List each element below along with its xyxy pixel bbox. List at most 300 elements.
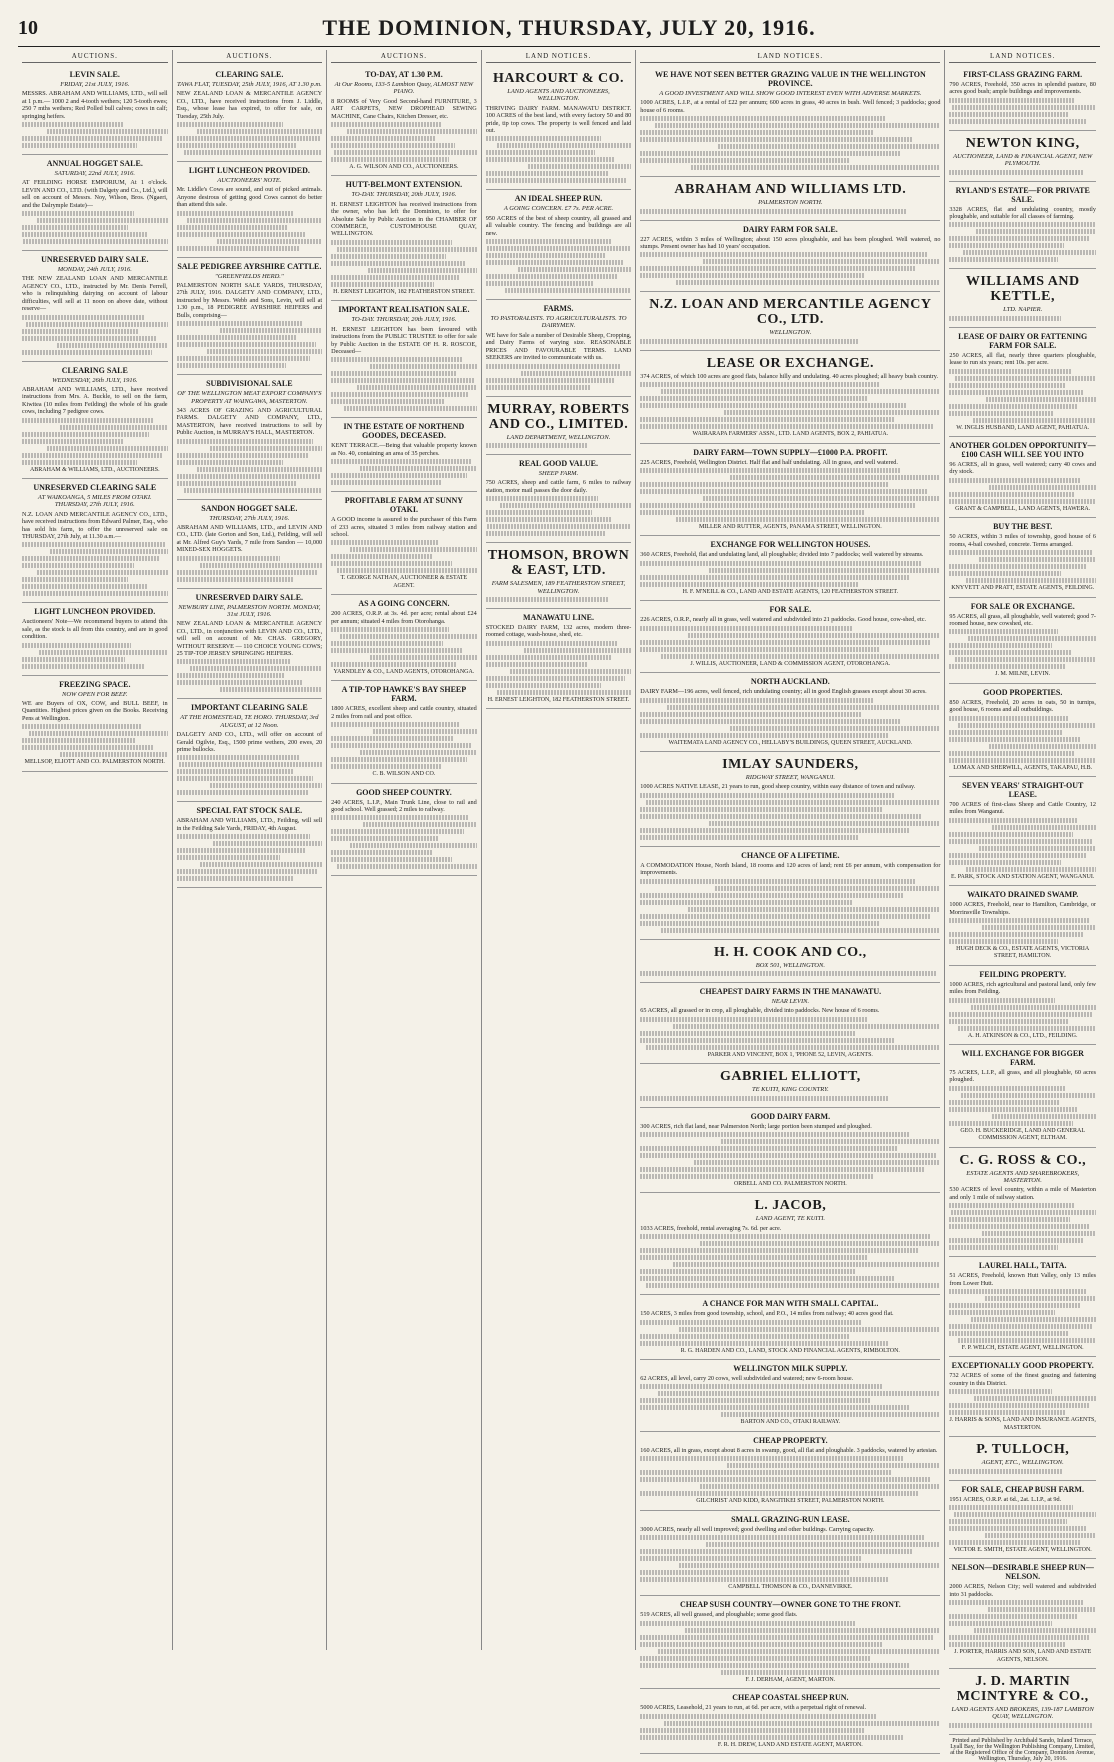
text-filler [640, 1577, 889, 1582]
advertisement [22, 479, 168, 603]
text-filler [344, 406, 476, 411]
text-filler [718, 144, 940, 149]
ad-agent: CAMPBELL THOMSON & CO., DANNEVIRKE. [728, 1584, 853, 1591]
ad-heading: LEVIN SALE. [69, 70, 120, 79]
text-filler [177, 556, 280, 561]
text-filler [22, 350, 152, 355]
ad-subheading: RIDGWAY STREET, WANGANUI. [745, 773, 835, 781]
text-filler [22, 122, 124, 127]
text-filler [664, 1721, 940, 1726]
agent-name: LEASE OR EXCHANGE. [706, 355, 874, 371]
text-filler [949, 383, 1065, 388]
text-filler [640, 698, 874, 703]
text-filler [177, 848, 305, 853]
text-filler [500, 503, 631, 508]
text-filler [350, 547, 477, 552]
ad-heading: UNRESERVED DAIRY SALE. [41, 255, 149, 265]
advertisement [486, 455, 632, 543]
text-filler [640, 1456, 904, 1461]
text-filler [22, 453, 162, 458]
ad-body: 250 ACRES, all flat, nearly three quarters ploughable, lease to run six years; rent 10s. per acre. [949, 351, 1096, 367]
text-filler [213, 841, 322, 846]
ad-body: 1033 ACRES, freehold, rental averaging 7s. 6d. per acre. [640, 1224, 782, 1232]
text-filler [640, 814, 922, 819]
text-filler [640, 1470, 892, 1475]
agent-name: NEWTON KING, [965, 135, 1080, 151]
text-filler [177, 855, 280, 860]
ad-heading: CHANCE OF A LIFETIME. [741, 850, 840, 860]
advertisement [949, 966, 1096, 1045]
text-filler [23, 591, 167, 596]
text-filler [949, 478, 1081, 483]
text-filler [331, 261, 465, 266]
text-filler [177, 453, 308, 458]
advertisement [949, 131, 1096, 182]
text-filler [688, 633, 940, 638]
text-filler [200, 862, 322, 867]
ad-heading: LEASE OF DAIRY OR FATTENING FARM FOR SALE. [958, 331, 1088, 350]
ad-body: DAIRY FARM—196 acres, well fenced, rich undulating country; all in good English grasses except about 30 acres. [640, 688, 927, 696]
ad-agent: F. J. DERHAM, AGENT, MARTON. [745, 1676, 836, 1683]
ad-body: 50 ACRES, within 3 miles of township, good house of 6 rooms, 4-bail cowshed, concrete. Terms arranged. [949, 533, 1096, 548]
advertisement [640, 177, 940, 220]
advertisement [640, 1511, 940, 1597]
ad-agent: ABRAHAM & WILLIAMS, LTD., AUCTIONEERS. [29, 466, 160, 473]
text-filler [177, 342, 317, 347]
text-filler [703, 496, 940, 501]
text-filler [640, 130, 874, 135]
text-filler [177, 122, 283, 127]
text-filler [22, 542, 165, 547]
text-filler [47, 446, 168, 451]
text-filler [949, 939, 1057, 944]
advertisement [177, 162, 323, 258]
text-filler [497, 690, 631, 695]
text-filler [518, 267, 632, 272]
ad-subheading: SHEEP FARM. [538, 469, 579, 477]
text-filler [486, 281, 594, 286]
ad-body: 51 ACRES, Freehold, known Hutt Valley, only 13 miles from Lower Hutt. [949, 1272, 1096, 1287]
text-filler [22, 329, 138, 334]
ad-agent: BARTON AND CO., OTAKI RAILWAY. [740, 1419, 841, 1426]
text-filler [949, 499, 1094, 504]
ad-agent: J. PORTER, HARRIS AND SON, LAND AND ESTATE AGENTS, NELSON. [954, 1649, 1092, 1663]
text-filler [331, 240, 452, 245]
advertisement [22, 603, 168, 675]
ad-body: MESSRS. ABRAHAM AND WILLIAMS, LTD., will sell at 1 p.m.— 1000 2 and 4-tooth wethers; 120 5-tooth ewes; 250 7 mths wethers; Red Polled bull calves; cows in calf; springing heifers. [22, 90, 168, 120]
text-filler [973, 418, 1096, 423]
text-filler [949, 650, 1071, 655]
advertisement [22, 676, 168, 772]
text-filler [217, 239, 322, 244]
text-filler [640, 489, 928, 494]
ad-subheading: TE KUITI, KING COUNTRY. [751, 1086, 829, 1094]
text-filler [949, 243, 1063, 248]
ad-body: ABRAHAM AND WILLIAMS, LTD., have received instructions from Mrs. A. Buckle, to sell on the farm, Kiwitea (10 miles from Feilding) the whole of his grade cows, including 7 pedigree cows. [22, 385, 168, 416]
ad-body: 62 ACRES, all level, carry 20 cows, well subdivided and watered; new 6-room house. [640, 1375, 854, 1382]
advertisement [949, 1148, 1096, 1258]
advertisement [949, 1257, 1096, 1357]
text-filler [640, 1535, 925, 1540]
text-filler [22, 643, 131, 648]
text-filler [177, 335, 298, 340]
text-filler [949, 1621, 1052, 1626]
text-filler [486, 496, 598, 501]
text-filler [640, 1642, 883, 1647]
ad-agent: A. G. WILSON AND CO., AUCTIONEERS. [349, 164, 459, 171]
text-filler [949, 98, 1074, 103]
text-filler [640, 1276, 895, 1281]
text-filler [22, 657, 125, 662]
advertisement [640, 1432, 940, 1511]
text-filler [22, 584, 147, 589]
advertisement [22, 155, 168, 251]
text-filler [350, 843, 477, 848]
advertisement [640, 1295, 940, 1360]
text-filler [949, 1012, 1093, 1017]
text-filler [673, 1262, 940, 1267]
ad-heading: ANNUAL HOGGET SALE. [46, 159, 143, 169]
text-filler [700, 1241, 940, 1246]
text-filler [331, 662, 456, 667]
text-filler [486, 253, 605, 258]
advertisement [640, 292, 940, 350]
advertisement [331, 784, 477, 877]
text-filler [640, 893, 904, 898]
ad-heading: MANAWATU LINE. [523, 612, 594, 622]
text-filler [210, 446, 322, 451]
text-filler [487, 246, 631, 251]
advertisement [331, 301, 477, 418]
text-filler [679, 1563, 940, 1568]
text-filler [949, 1217, 1069, 1222]
ad-heading: CHEAP SUSH COUNTRY—OWNER GONE TO THE FRONT. [679, 1600, 901, 1610]
text-filler [640, 921, 880, 926]
advertisement [177, 258, 323, 375]
text-filler [706, 1542, 940, 1547]
ad-subheading: MONDAY, 24th JULY, 1916. [57, 266, 132, 274]
text-filler [177, 363, 286, 368]
text-filler [177, 481, 296, 486]
ad-agent: C. B. WILSON AND CO. [372, 771, 436, 778]
ad-body: 65 ACRES, all grassed or in crop, all ploughable, divided into paddocks. New house of 6 rooms. [640, 1007, 880, 1015]
ad-heading: A TIP-TOP HAWKE'S BAY SHEEP FARM. [341, 685, 467, 704]
text-filler [197, 467, 322, 472]
ad-agent: F. R. H. DREW, LAND AND ESTATE AGENT, MARTON. [717, 1741, 863, 1748]
ad-agent: H. F. M'NEILL & CO., LAND AND ESTATE AGENTS, 120 FEATHERSTON STREET. [682, 588, 899, 595]
ad-agent: WAIRARAPA FARMERS' ASSN., LTD. LAND AGENTS, BOX 2, PAHIATUA. [692, 431, 889, 438]
text-filler [640, 1017, 868, 1022]
ad-agent: A. H. ATKINSON & CO., LTD., FEILDING. [967, 1032, 1078, 1039]
ad-body: 200 ACRES, O.R.P. at 3s. 4d. per acre; rental about £24 per annum; situated 4 miles from Otorohanga. [331, 610, 477, 625]
text-filler [949, 1310, 1055, 1315]
text-filler [347, 129, 477, 134]
ad-heading: CHEAP COASTAL SHEEP RUN. [732, 1693, 849, 1703]
text-filler [640, 1153, 937, 1158]
text-filler [949, 222, 1094, 227]
ad-subheading: LAND AGENTS AND AUCTIONEERS, WELLINGTON. [507, 88, 610, 103]
text-filler [640, 1255, 868, 1260]
ad-body: A GOOD income is assured to the purchaser of this Farm of 233 acres, situated 3 miles from railway station and school. [331, 516, 477, 538]
text-filler [966, 578, 1096, 583]
ad-agent: J. WILLIS, AUCTIONEER, LAND & COMMISSION AGENT, OTOROHANGA. [690, 660, 891, 667]
text-filler [331, 648, 462, 653]
text-filler [658, 1391, 940, 1396]
ad-subheading: AGENT, ETC., WELLINGTON. [981, 1459, 1064, 1467]
ad-body: 1951 ACRES, O.R.P. at 6d., 2at. L.I.P., at 9d. [949, 1495, 1062, 1503]
text-filler [331, 850, 433, 855]
ad-subheading: "GREENFIELDS HERD." [215, 272, 284, 280]
advertisement [22, 66, 168, 155]
ad-body: 700 ACRES of first-class Sheep and Cattle Country, 12 miles from Wanganui. [949, 800, 1096, 816]
ad-subheading: NEWBURY LINE, PALMERSTON NORTH. MONDAY, 31st JULY, 1916. [178, 603, 321, 618]
text-filler [700, 1484, 940, 1489]
ad-heading: GOOD PROPERTIES. [983, 687, 1063, 697]
text-filler [661, 389, 940, 394]
text-filler [640, 793, 895, 798]
text-filler [988, 1607, 1096, 1612]
text-filler [486, 443, 588, 448]
ad-heading: SPECIAL FAT STOCK SALE. [196, 806, 303, 816]
agent-name: THOMSON, BROWN & EAST, LTD. [487, 548, 630, 579]
text-filler [949, 411, 1053, 416]
ad-body: 519 ACRES, all well grassed, and ploughable; some good flats. [640, 1611, 798, 1619]
ad-heading: CHEAP PROPERTY. [753, 1435, 828, 1445]
text-filler [992, 1114, 1096, 1119]
advertisement [640, 940, 940, 983]
ad-body: H. ERNEST LEIGHTON has been favoured with instructions from the PUBLIC TRUSTEE to offer for sale by Public Auction in the ESTATE OF H. R. ROSCOE, Deceased— [331, 325, 477, 355]
text-filler [23, 239, 167, 244]
text-filler [640, 116, 886, 121]
text-filler [331, 275, 459, 280]
text-filler [177, 321, 304, 326]
ad-agent: T. GEORGE NATHAN, AUCTIONEER & ESTATE AGENT. [340, 575, 468, 589]
text-filler [331, 540, 439, 545]
ad-heading: ANOTHER GOLDEN OPPORTUNITY—£100 CASH WILL SEE YOU INTO [949, 441, 1096, 460]
text-filler [949, 1505, 1072, 1510]
advertisement [486, 190, 632, 300]
text-filler [177, 869, 318, 874]
advertisement [486, 609, 632, 709]
text-filler [685, 1628, 940, 1633]
ad-heading: FREEZING SPACE. [59, 679, 131, 689]
ad-subheading: SATURDAY, 22nd JULY, 1916. [54, 170, 135, 178]
ad-body: 75 ACRES, L.I.P., all grass, and all ploughable, 60 acres ploughed. [949, 1069, 1096, 1084]
advertisement [949, 1357, 1096, 1437]
imprint-footer: Printed and Published by Archibald Sando, Inland Terrace, Lyall Bay, for the Wellington Publishing Company, Limited, at the Registered Office of the Company, Dominion Avenue, Wellington, Thursday, July 20, 1916. [950, 1737, 1096, 1762]
text-filler [640, 1728, 865, 1733]
text-filler [640, 1248, 919, 1253]
advertisement [949, 598, 1096, 684]
text-filler [949, 1642, 1065, 1647]
text-filler [179, 762, 322, 767]
ad-agent: WAITEMATA LAND AGENCY CO., HELLABY'S BUILDINGS, QUEEN STREET, AUCKLAND. [668, 739, 913, 746]
text-filler [730, 726, 940, 731]
masthead [18, 10, 1100, 47]
text-filler [331, 357, 462, 362]
ad-heading: FOR SALE OR EXCHANGE. [970, 601, 1075, 611]
text-filler [331, 282, 434, 287]
ad-heading: SANDON HOGGET SALE. [201, 503, 298, 513]
text-filler [949, 316, 1060, 321]
text-filler [724, 410, 940, 415]
ad-body: 96 ACRES, all in grass, well watered; carry 40 cows and dry stock. [949, 461, 1096, 476]
ad-subheading: TO-DAY. THURSDAY, 20th JULY, 1916. [351, 316, 457, 324]
ad-heading: NELSON—DESIRABLE SHEEP RUN—NELSON. [951, 1563, 1094, 1582]
text-filler [640, 503, 916, 508]
text-filler [640, 1398, 871, 1403]
text-filler [640, 482, 889, 487]
text-filler [331, 392, 469, 397]
ad-heading: REAL GOOD VALUE. [518, 458, 599, 468]
text-filler [331, 561, 452, 566]
text-filler [703, 259, 940, 264]
ad-heading: IN THE ESTATE OF NORTHEND GOODES, DECEASED. [343, 422, 465, 441]
ad-body: 8 ROOMS of Very Good Second-hand FURNITURE, 3 ART CARPETS, NEW DROPHEAD SEWING MACHINE, Cane Chairs, Kitchen Dresser, etc. [331, 97, 477, 120]
text-filler [640, 719, 901, 724]
ad-body: THRIVING DAIRY FARM. MANAWATU DISTRICT. 100 ACRES of the best land, with every factory 50 and 80 pride, tip top cows. The property is well fenced and laid out. [485, 104, 632, 135]
text-filler [22, 556, 159, 561]
text-filler [331, 743, 472, 748]
text-filler [331, 554, 433, 559]
text-filler [486, 385, 591, 390]
text-filler [949, 751, 1075, 756]
text-filler [486, 171, 608, 176]
text-filler [640, 1132, 910, 1137]
text-filler [971, 1317, 1096, 1322]
text-filler [640, 1174, 874, 1179]
text-filler [949, 730, 1062, 735]
text-filler [22, 315, 144, 320]
text-filler [640, 1570, 850, 1575]
text-filler [640, 1663, 910, 1668]
text-filler [949, 1289, 1085, 1294]
agent-name: HARCOURT & CO. [492, 71, 625, 86]
ad-agent: PARKER AND VINCENT, BOX 1, 'PHONE 52, LEVIN, AGENTS. [707, 1051, 873, 1058]
text-filler [337, 247, 477, 252]
ad-subheading: ESTATE AGENTS AND SHAREBROKERS, MASTERTON. [966, 1169, 1080, 1185]
ad-agent: F. P. WELCH, ESTATE AGENT, WELLINGTON. [961, 1345, 1084, 1352]
text-filler [640, 1146, 898, 1151]
text-filler [331, 473, 466, 478]
text-filler [961, 1093, 1096, 1098]
text-filler [528, 164, 631, 169]
advertisement [331, 595, 477, 681]
ad-agent: GILCHRIST AND KIDD, RANGITIKEI STREET, PALMERSTON NORTH. [696, 1498, 885, 1505]
text-filler [640, 626, 853, 631]
text-filler [640, 1234, 931, 1239]
advertisement [486, 300, 632, 396]
text-filler [949, 1526, 1085, 1531]
text-filler [22, 225, 128, 230]
text-filler [57, 343, 168, 348]
ad-heading: FEILDING PROPERTY. [979, 969, 1066, 979]
text-filler [486, 150, 595, 155]
text-filler [640, 396, 868, 401]
text-filler [949, 492, 1075, 497]
ad-agent: W. INGLIS HUSBAND, LAND AGENT, PAHIATUA. [956, 424, 1090, 431]
text-filler [486, 655, 613, 660]
advertisement [640, 1596, 940, 1689]
ad-agent: ORBELL AND CO. PALMERSTON NORTH. [733, 1180, 847, 1187]
text-filler [177, 211, 293, 216]
advertisement [949, 1437, 1096, 1480]
text-filler [721, 1139, 940, 1144]
ad-body: 226 ACRES, O.R.P., nearly all in grass, well watered and subdivided into 21 paddocks. Good house, cow-shed, etc. [640, 616, 927, 624]
ad-body: 750 ACRES, sheep and cattle farm, 6 miles to railway station, motor mail passes the door daily. [485, 479, 632, 494]
text-filler [949, 112, 1068, 117]
advertisement [949, 684, 1096, 777]
ad-agent: J. M. MILNE, LEVIN. [995, 671, 1051, 678]
text-filler [640, 1167, 925, 1172]
text-filler [667, 705, 940, 710]
advertisement [640, 601, 940, 673]
ad-agent: LOMAX AND SHERWILL, AGENTS, TAKAPAU, H.B. [953, 764, 1093, 771]
advertisement [177, 500, 323, 589]
column-1 [18, 50, 173, 1650]
text-filler [22, 738, 136, 743]
text-filler [640, 468, 901, 473]
ad-subheading: LAND AGENT, TE KUITI. [755, 1215, 825, 1223]
text-filler [177, 790, 308, 795]
ad-body: DALGETY AND CO., LTD., will offer on account of Gerald Ogilvie, Esq., 1500 prime wethers, 200 ewes, 20 prime bullocks. [176, 731, 323, 754]
text-filler [640, 971, 937, 976]
advertisement [949, 66, 1096, 131]
text-filler [22, 336, 157, 341]
ad-agent: MILLER AND RUTTER, AGENTS, PANAMA STREET, WELLINGTON. [698, 524, 882, 531]
ad-subheading: NOW OPEN FOR BEEF. [61, 690, 128, 698]
ad-agent: MELLSOP, ELIOTT AND CO. PALMERSTON NORTH. [24, 759, 165, 766]
text-filler [510, 669, 631, 674]
ad-body: 1000 ACRES, Freehold, near to Hamilton, Cambridge, or Morrinsville Townships. [949, 901, 1096, 916]
text-filler [331, 143, 455, 148]
text-filler [486, 510, 592, 515]
text-filler [640, 1714, 877, 1719]
text-filler [640, 273, 865, 278]
advertisement [640, 1108, 940, 1194]
text-filler [949, 932, 1082, 937]
ad-body: KENT TERRACE.—Being that valuable property known as No. 40, containing an area of 35 perches. [331, 442, 477, 457]
ad-body: 2000 ACRES, Nelson City; well watered and subdivided into 31 paddocks. [949, 1583, 1096, 1598]
text-filler [60, 425, 168, 430]
ad-heading: WAIKATO DRAINED SWAMP. [967, 890, 1079, 900]
text-filler [47, 129, 168, 134]
agent-name: GABRIEL ELLIOTT, [719, 1069, 861, 1085]
advertisement [331, 681, 477, 783]
ad-heading: UNRESERVED DAIRY SALE. [195, 592, 304, 602]
ad-heading: RYLAND'S ESTATE—FOR PRIVATE SALE. [955, 185, 1090, 204]
text-filler [486, 597, 608, 602]
ad-heading: EXCHANGE FOR WELLINGTON HOUSES. [710, 540, 871, 550]
ad-body: 530 ACRES of level country, within a mile of Masterton and only 1 mile of railway station. [949, 1186, 1096, 1201]
text-filler [177, 246, 301, 251]
text-filler [640, 1635, 934, 1640]
section-heading: LAND NOTICES. [486, 50, 632, 63]
ad-agent: GRANT & CAMPBELL, LAND AGENTS, HAWERA. [955, 505, 1091, 512]
text-filler [949, 1121, 1072, 1126]
advertisement [177, 66, 323, 162]
ad-body: WE have for Sale a number of Desirable Sheep, Cropping, and Dairy Farms of varying size. REASONABLE PRICES AND FAVOURABLE TERMS. LAND SEEKERS are invited to communicate with us. [485, 331, 632, 362]
text-filler [727, 1463, 940, 1468]
ad-heading: AS A GOING CONCERN. [358, 599, 450, 609]
ad-heading: GOOD DAIRY FARM. [750, 1111, 831, 1121]
ad-heading: SMALL GRAZING-RUN LEASE. [731, 1514, 850, 1524]
text-filler [331, 378, 475, 383]
ad-body: WE are Buyers of OX, COW, and BULL BEEF, in Quantities. Highest prices given on the Books. Receiving Pens at Wellington. [22, 700, 168, 722]
ad-heading: LIGHT LUNCHEON PROVIDED. [188, 166, 310, 176]
text-filler [949, 664, 1065, 669]
text-filler [486, 178, 627, 183]
